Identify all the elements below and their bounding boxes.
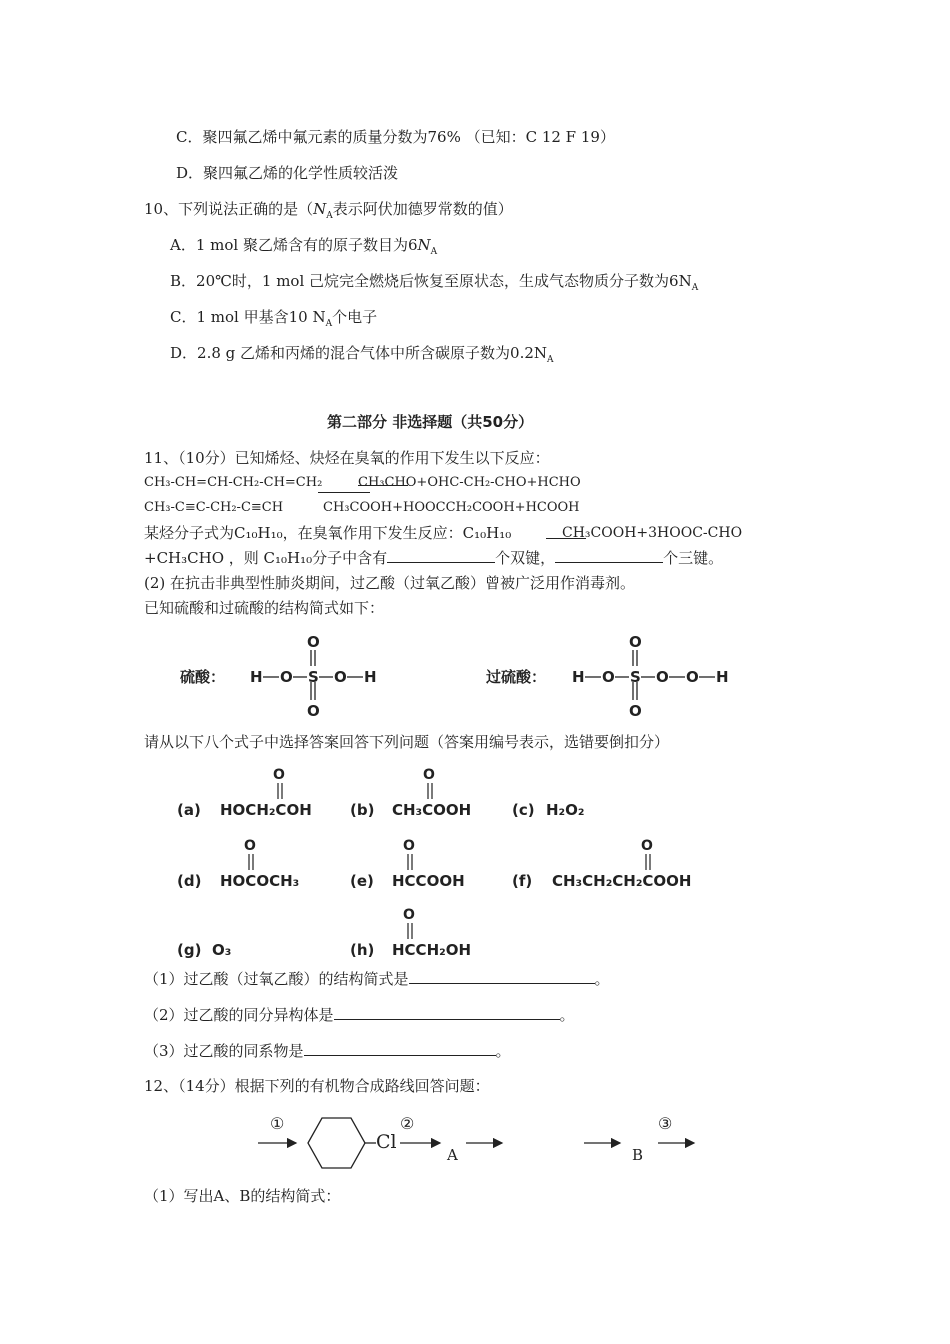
formula-e: HCCOOH bbox=[392, 872, 465, 890]
svg-text:O: O bbox=[280, 668, 293, 686]
q10-option-c bbox=[170, 307, 377, 334]
q11-sub1-blank[interactable] bbox=[409, 969, 595, 984]
q10-option-c-text: C．1 mol 甲基含10 N bbox=[170, 308, 326, 326]
q11-part2-text: (2) 在抗击非典型性肺炎期间，过乙酸（过氧乙酸）曾被广泛用作消毒剂。 bbox=[144, 574, 636, 592]
formula-a-carbonyl bbox=[270, 765, 290, 803]
formula-g: O₃ bbox=[212, 941, 232, 959]
q10-option-d-sub: A bbox=[547, 355, 554, 365]
formula-b: CH₃COOH bbox=[392, 801, 472, 819]
formula-h-label: (h) bbox=[350, 941, 375, 959]
svg-text:O: O bbox=[423, 767, 435, 783]
q10-option-c-sub: A bbox=[325, 319, 333, 329]
q11-sub2-blank[interactable] bbox=[334, 1005, 560, 1020]
q11-question-a: +CH₃CHO ，则 C₁₀H₁₀分子中含有 bbox=[144, 549, 388, 567]
q11-question-b: 个双键， bbox=[495, 549, 556, 567]
formula-d: HOCOCH₃ bbox=[220, 872, 300, 890]
formula-f-label: (f) bbox=[512, 872, 533, 890]
persulfuric-acid-structure bbox=[570, 630, 740, 720]
formula-g-label: (g) bbox=[177, 941, 202, 959]
svg-text:O: O bbox=[403, 838, 415, 854]
q11-question-c: 个三键。 bbox=[663, 549, 724, 567]
q11-question-line bbox=[144, 548, 723, 568]
q10-option-a-text: A．1 mol 聚乙烯含有的原子数目为6 bbox=[170, 236, 418, 254]
q10-na-sub: A bbox=[326, 211, 333, 221]
q11-sub2 bbox=[144, 1005, 575, 1025]
svg-text:O: O bbox=[656, 668, 669, 686]
q10-option-a bbox=[170, 235, 437, 262]
formula-a-label: (a) bbox=[177, 801, 201, 819]
q10-stem-a: 10、下列说法正确的是（ bbox=[144, 200, 314, 218]
q10-option-d-text: D．2.8 g 乙烯和丙烯的混合气体中所含碳原子数为0.2N bbox=[170, 344, 548, 362]
q11-part2-text2: 已知硫酸和过硫酸的结构简式如下： bbox=[144, 599, 385, 617]
q11-reaction2-left: CH₃-C≡C-CH₂-C≡CH bbox=[144, 500, 284, 515]
q11-reaction2-arrow bbox=[318, 492, 370, 493]
sulfuric-acid-structure bbox=[246, 630, 386, 720]
svg-text:S: S bbox=[630, 668, 641, 686]
svg-text:H: H bbox=[250, 668, 263, 686]
svg-text:O: O bbox=[244, 838, 256, 854]
q10-stem-b: 表示阿伏加德罗常数的值） bbox=[332, 200, 513, 218]
q11-reaction1-right: CH₃CHO+OHC-CH₂-CHO+HCHO bbox=[358, 475, 581, 490]
q11-reaction2-right: CH₃COOH+HOOCCH₂COOH+HCOOH bbox=[323, 500, 580, 515]
q11-sub1 bbox=[144, 969, 610, 989]
q10-stem bbox=[144, 199, 513, 226]
q10-option-c-tail: 个电子 bbox=[332, 308, 378, 326]
formula-f: CH₃CH₂CH₂COOH bbox=[552, 872, 692, 890]
sulfuric-acid-label: 硫酸： bbox=[180, 668, 226, 686]
q10-option-a-na: N bbox=[417, 236, 431, 254]
formula-c: H₂O₂ bbox=[546, 801, 585, 819]
svg-text:H: H bbox=[716, 668, 729, 686]
formula-h-carbonyl bbox=[400, 905, 420, 943]
q11-double-bond-blank[interactable] bbox=[387, 548, 495, 563]
part2-title: 第二部分 非选择题（共50分） bbox=[327, 413, 534, 431]
q11-reaction1-left: CH₃-CH=CH-CH₂-CH=CH₂ bbox=[144, 475, 323, 490]
q11-sub3-end: 。 bbox=[495, 1042, 511, 1060]
q9-option-c: C．聚四氟乙烯中氟元素的质量分数为76% （已知：C 12 F 19） bbox=[176, 128, 615, 146]
q12-product-a: A bbox=[447, 1146, 458, 1164]
formula-d-carbonyl bbox=[241, 836, 261, 874]
svg-text:O: O bbox=[307, 702, 320, 720]
q10-option-b bbox=[170, 271, 698, 298]
q12-step2-mark: ② bbox=[400, 1114, 415, 1133]
svg-text:O: O bbox=[602, 668, 615, 686]
q9-option-d: D．聚四氟乙烯的化学性质较活泼 bbox=[176, 164, 399, 182]
q11-sub3 bbox=[144, 1041, 511, 1061]
svg-text:O: O bbox=[273, 767, 285, 783]
svg-text:O: O bbox=[686, 668, 699, 686]
q11-triple-bond-blank[interactable] bbox=[555, 548, 663, 563]
q10-option-a-sub: A bbox=[430, 247, 438, 257]
q11-sub1-end: 。 bbox=[594, 970, 610, 988]
q12-step1-mark: ① bbox=[270, 1114, 285, 1133]
q11-instruction: 请从以下八个式子中选择答案回答下列问题（答案用编号表示，选错要倒扣分） bbox=[144, 733, 670, 751]
q12-stem: 12、（14分）根据下列的有机物合成路线回答问题： bbox=[144, 1077, 490, 1095]
q11-sub3-blank[interactable] bbox=[304, 1041, 496, 1056]
formula-e-carbonyl bbox=[400, 836, 420, 874]
q10-option-b-text: B．20℃时，1 mol 己烷完全燃烧后恢复至原状态，生成气态物质分子数为6N bbox=[170, 272, 692, 290]
q11-stem: 11、（10分）已知烯烃、炔烃在臭氧的作用下发生以下反应： bbox=[144, 449, 550, 467]
q11-reaction3-right: CH₃COOH+3HOOC-CHO bbox=[562, 525, 743, 541]
formula-b-label: (b) bbox=[350, 801, 375, 819]
persulfuric-acid-label: 过硫酸： bbox=[486, 668, 547, 686]
svg-text:O: O bbox=[307, 633, 320, 651]
formula-b-carbonyl bbox=[420, 765, 440, 803]
formula-f-carbonyl bbox=[638, 836, 658, 874]
q10-option-b-sub: A bbox=[691, 283, 699, 293]
svg-text:H: H bbox=[572, 668, 585, 686]
q12-step3-mark: ③ bbox=[658, 1114, 673, 1133]
formula-e-label: (e) bbox=[350, 872, 374, 890]
q12-sub1: （1）写出A、B的结构简式： bbox=[144, 1187, 341, 1205]
svg-text:O: O bbox=[641, 838, 653, 854]
q10-na: N bbox=[313, 200, 327, 218]
svg-text:O: O bbox=[629, 633, 642, 651]
svg-text:O: O bbox=[629, 702, 642, 720]
q12-product-b: B bbox=[632, 1146, 644, 1164]
q11-sub3-text: （3）过乙酸的同系物是 bbox=[144, 1042, 304, 1060]
svg-text:O: O bbox=[403, 907, 415, 923]
formula-h: HCCH₂OH bbox=[392, 941, 471, 959]
q11-sub1-text: （1）过乙酸（过氧乙酸）的结构简式是 bbox=[144, 970, 409, 988]
q12-chlorine: Cl bbox=[376, 1131, 397, 1153]
q10-option-d bbox=[170, 343, 554, 370]
svg-text:H: H bbox=[364, 668, 377, 686]
formula-d-label: (d) bbox=[177, 872, 202, 890]
q11-sub2-text: （2）过乙酸的同分异构体是 bbox=[144, 1006, 334, 1024]
q11-sub2-end: 。 bbox=[559, 1006, 575, 1024]
svg-text:O: O bbox=[334, 668, 347, 686]
formula-a: HOCH₂COH bbox=[220, 801, 312, 819]
q11-reaction3-left: 某烃分子式为C₁₀H₁₀，在臭氧作用下发生反应：C₁₀H₁₀ bbox=[144, 524, 512, 542]
svg-text:S: S bbox=[308, 668, 319, 686]
formula-c-label: (c) bbox=[512, 801, 535, 819]
